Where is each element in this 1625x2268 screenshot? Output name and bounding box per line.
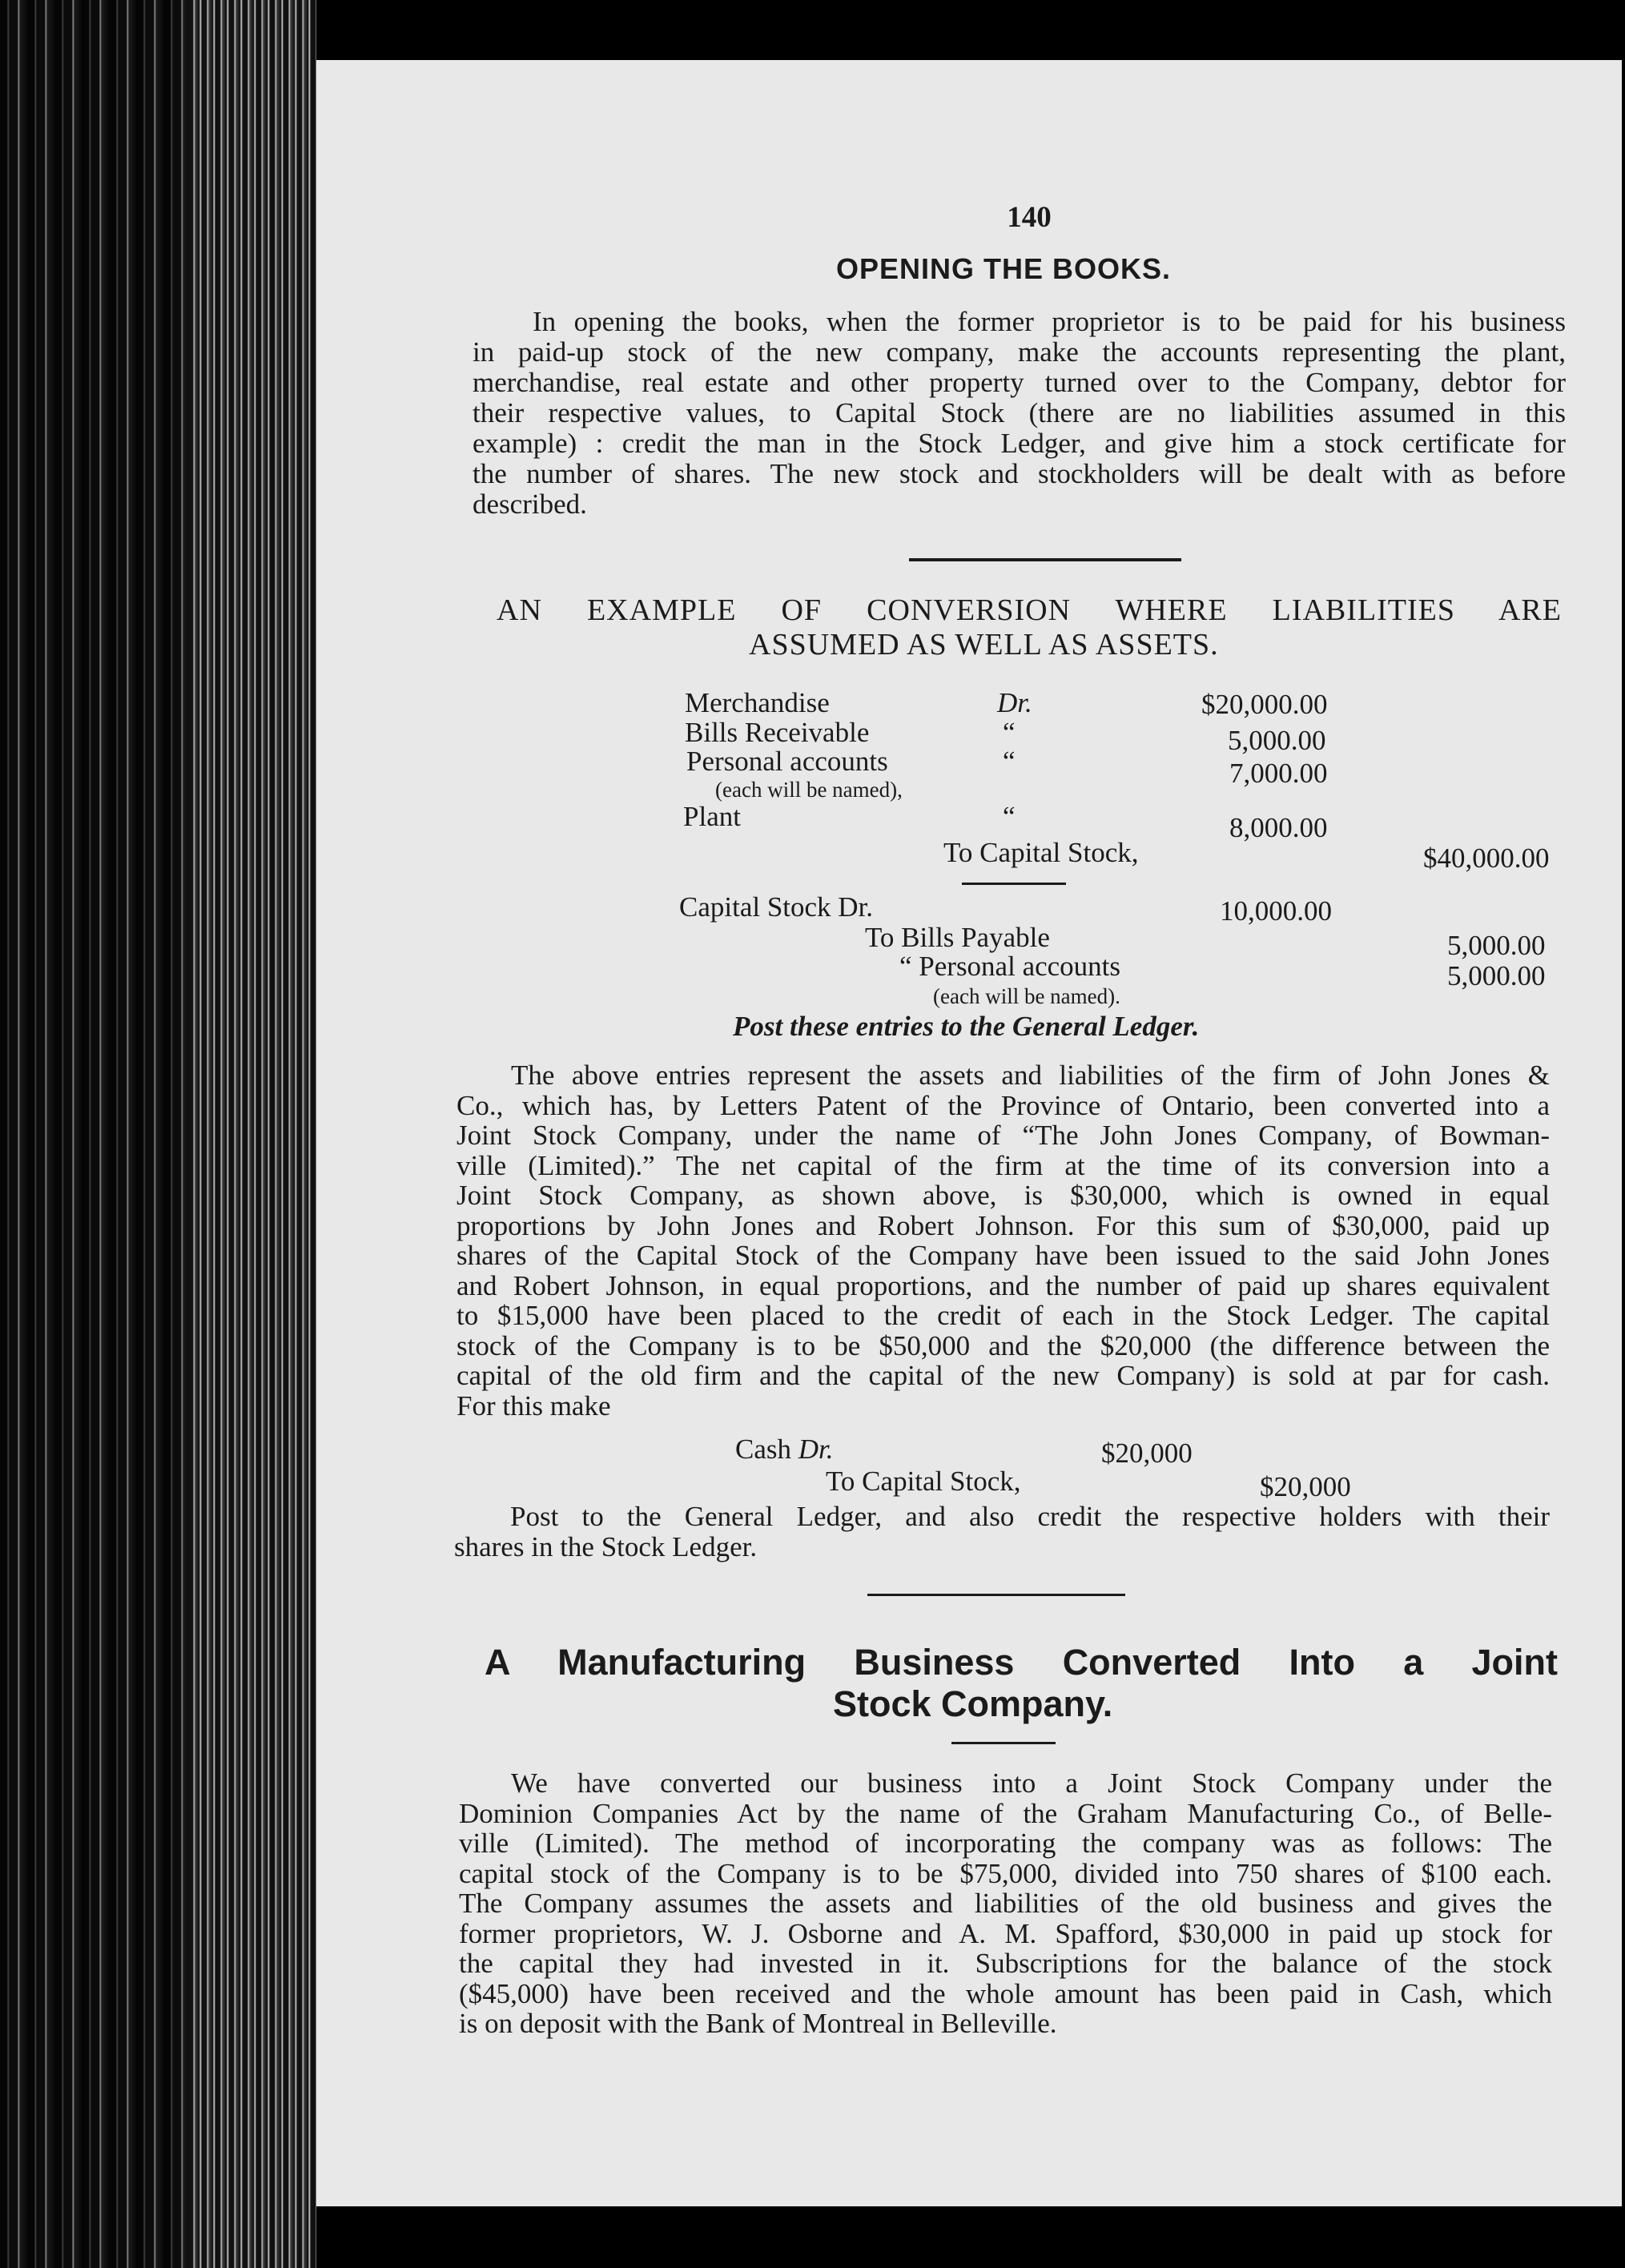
paragraph-line: shares of the Capital Stock of the Company have been issued to the said John Jones <box>457 1240 1550 1271</box>
paragraph-line: Joint Stock Company, as shown above, is $30,000, which is owned in equal <box>457 1180 1550 1211</box>
paragraph-line: capital of the old firm and the capital of the new Company) is sold at par for cash. <box>457 1360 1550 1391</box>
ledger-credit-label: To Capital Stock, <box>943 837 1139 868</box>
cash-debit-label <box>735 1434 834 1466</box>
paragraph-line: their respective values, to Capital Stock (there are no liabilities assumed in this <box>473 397 1566 428</box>
ledger-credit-label: To Bills Payable <box>865 922 1050 953</box>
cash-debit-text: Cash Dr. <box>735 1434 834 1465</box>
paragraph-line: former proprietors, W. J. Osborne and A. M. Spafford, $30,000 in paid up stock for <box>459 1917 1552 1949</box>
paragraph-line: to $15,000 have been placed to the credit of each in the Stock Ledger. The capital <box>457 1300 1550 1331</box>
section-heading-opening-the-books: OPENING THE BOOKS. <box>836 252 1172 285</box>
ledger-credit-label: “ Personal accounts <box>899 951 1121 982</box>
book-binding <box>0 0 316 2268</box>
ledger-account: Personal accounts <box>686 746 888 777</box>
ledger-amount: $20,000.00 <box>1201 689 1328 720</box>
section-heading-manufacturing <box>485 1642 1558 1683</box>
ledger-amount: 7,000.00 <box>1229 758 1328 789</box>
entry-divider <box>962 883 1066 885</box>
opening-books-paragraph <box>473 307 1566 520</box>
conversion-paragraph <box>457 1060 1550 1421</box>
ledger-account: Capital Stock Dr. <box>679 891 874 923</box>
paragraph-line: ville (Limited). The method of incorporating the company was as follows: The <box>459 1828 1552 1859</box>
ledger-note: (each will be named), <box>715 778 903 802</box>
paragraph-line: Post to the General Ledger, and also credit the respective holders with their <box>510 1501 1550 1532</box>
paragraph-line: The above entries represent the assets and liabilities of the firm of John Jones & <box>511 1060 1550 1091</box>
paragraph-line: For this make <box>457 1389 611 1422</box>
paragraph-line: In opening the books, when the former proprietor is to be paid for his business <box>533 306 1566 337</box>
ledger-credit-amount: 5,000.00 <box>1447 960 1546 991</box>
cash-credit-label: To Capital Stock, <box>826 1466 1021 1497</box>
manufacturing-paragraph <box>459 1768 1552 2039</box>
section-heading-manufacturing-line2: Stock Company. <box>833 1683 1113 1724</box>
paragraph-line: proportions by John Jones and Robert Johnson. For this sum of $30,000, paid up <box>457 1209 1550 1241</box>
ledger-amount: 5,000.00 <box>1228 725 1326 756</box>
ledger-amount: 8,000.00 <box>1229 812 1328 843</box>
paragraph-line: is on deposit with the Bank of Montreal in Belleville. <box>459 2008 1057 2039</box>
paragraph-line: described. <box>473 489 587 520</box>
posting-instruction: Post these entries to the General Ledger. <box>733 1011 1200 1042</box>
paragraph-line: stock of the Company is to be $50,000 and the $20,000 (the difference between the <box>457 1329 1550 1361</box>
ledger-ditto-mark: “ <box>1003 801 1016 832</box>
ledger-credit-amount: 5,000.00 <box>1447 930 1546 961</box>
ledger-account: Bills Receivable <box>685 717 870 748</box>
paragraph-line: and Robert Johnson, in equal proportions, and the number of paid up shares equivalent <box>457 1269 1550 1301</box>
ledger-amount: 10,000.00 <box>1220 895 1332 927</box>
paragraph-line: the capital they had invested in it. Subscriptions for the balance of the stock <box>459 1948 1552 1979</box>
paragraph-line: the number of shares. The new stock and stockholders will be dealt with as before <box>473 458 1566 489</box>
ledger-note: (each will be named). <box>933 984 1120 1008</box>
paragraph-line: capital stock of the Company is to be $75,000, divided into 750 shares of $100 each. <box>459 1857 1552 1889</box>
cash-dr-mark: Dr. <box>798 1434 834 1465</box>
ledger-account: Merchandise <box>685 687 830 718</box>
paragraph-line: merchandise, real estate and other property turned over to the Company, debtor for <box>473 367 1566 398</box>
divider-rule <box>867 1594 1125 1596</box>
paragraph-line: Co., which has, by Letters Patent of the Province of Ontario, been converted into a <box>457 1089 1550 1121</box>
ledger-credit-amount: $40,000.00 <box>1423 842 1550 874</box>
paragraph-line: ville (Limited).” The net capital of the firm at the time of its conversion into a <box>457 1149 1550 1181</box>
cash-debit-amount: $20,000 <box>1101 1438 1193 1469</box>
ledger-account: Plant <box>683 801 741 832</box>
closing-paragraph <box>454 1502 1550 1562</box>
paragraph-line: example) : credit the man in the Stock Ledger, and give him a stock certificate for <box>473 428 1566 459</box>
paragraph-line: The Company assumes the assets and liabilities of the old business and gives the <box>459 1888 1552 1919</box>
page-number: 140 <box>1007 201 1052 234</box>
heading-line: A Manufacturing Business Converted Into a Joint <box>485 1642 1558 1683</box>
ledger-dr-mark: Dr. <box>997 687 1032 718</box>
ledger-ditto-mark: “ <box>1003 717 1016 748</box>
paragraph-line: Dominion Companies Act by the name of the Graham Manufacturing Co., of Belle- <box>459 1797 1552 1829</box>
section-heading-conversion-line2: ASSUMED AS WELL AS ASSETS. <box>749 628 1219 662</box>
section-heading-conversion <box>497 593 1562 628</box>
ledger-ditto-mark: “ <box>1003 746 1016 777</box>
heading-underline <box>951 1742 1056 1744</box>
paragraph-line: Joint Stock Company, under the name of “The John Jones Company, of Bowman- <box>457 1120 1550 1151</box>
paragraph-line: shares in the Stock Ledger. <box>454 1531 758 1562</box>
heading-line: AN EXAMPLE OF CONVERSION WHERE LIABILITIES ARE <box>497 593 1562 627</box>
paragraph-line: ($45,000) have been received and the whole amount has been paid in Cash, which <box>459 1977 1552 2009</box>
paragraph-line: We have converted our business into a Joint Stock Company under the <box>511 1767 1552 1799</box>
divider-rule <box>909 558 1181 561</box>
paragraph-line: in paid-up stock of the new company, make the accounts representing the plant, <box>473 336 1566 368</box>
cash-credit-amount: $20,000 <box>1260 1471 1351 1502</box>
book-page <box>316 60 1622 2206</box>
